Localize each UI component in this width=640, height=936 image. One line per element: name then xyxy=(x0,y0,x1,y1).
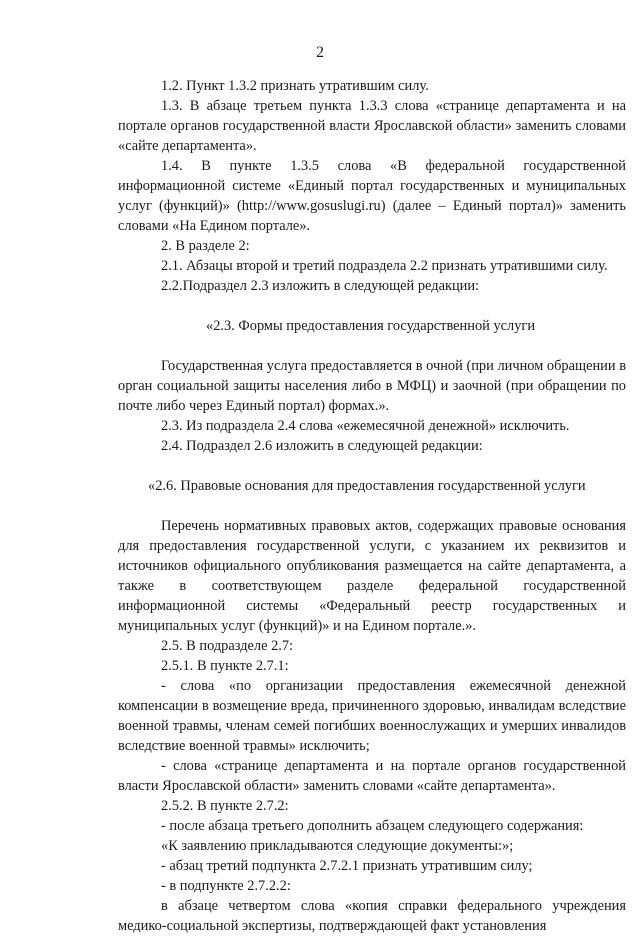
paragraph-legal-list: Перечень нормативных правовых актов, содержащих правовые основания для предоставления государственной услуги, с указанием их реквизитов и источников официального опубликования размещается на сайте департамента, а также в соответствующем разделе федеральной государственной информационной системы «Федеральный реестр государственных и муниципальных услуг (функций)» и на Едином портале.». xyxy=(118,518,626,634)
paragraph-2-5-1: 2.5.1. В пункте 2.7.1: xyxy=(161,658,289,674)
paragraph-2-2: 2.2.Подраздел 2.3 изложить в следующей редакции: xyxy=(161,278,480,294)
paragraph-2-3: 2.3. Из подраздела 2.4 слова «ежемесячной денежной» исключить. xyxy=(161,418,570,434)
paragraph-fourth-abzac: в абзаце четвертом слова «копия справки федерального учреждения медико-социальной экспертизы, подтверждающей факт установления xyxy=(118,898,626,934)
paragraph-words-2: - слова «странице департамента и на портале органов государственной власти Ярославской области» заменить словами «сайте департамента». xyxy=(118,758,626,794)
spacer xyxy=(118,296,626,316)
paragraph-1-4: 1.4. В пункте 1.3.5 слова «В федеральной государственной информационной системе «Единый портал государственных и муниципальных услуг (функций)» (http://www.gosuslugi.ru) (далее – Единый портал)» заменить словами «На Едином портале». xyxy=(118,158,626,234)
paragraph-1-3: 1.3. В абзаце третьем пункта 1.3.3 слова «странице департамента и на портале органов государственной власти Ярославской области» заменить словами «сайте департамента». xyxy=(118,98,626,154)
paragraph-2-5-2: 2.5.2. В пункте 2.7.2: xyxy=(161,798,289,814)
section-heading-2-3: «2.3. Формы предоставления государственной услуги xyxy=(206,318,536,334)
section-heading-2-6: «2.6. Правовые основания для предоставления государственной услуги xyxy=(148,478,586,494)
paragraph-quote-documents: «К заявлению прикладываются следующие документы:»; xyxy=(161,838,514,854)
spacer xyxy=(118,456,626,476)
paragraph-add-abzac: - после абзаца третьего дополнить абзацем следующего содержания: xyxy=(161,818,584,834)
paragraph-subpoint: - в подпункте 2.7.2.2: xyxy=(161,878,291,894)
paragraph-2-1: 2.1. Абзацы второй и третий подраздела 2.2 признать утратившими силу. xyxy=(161,258,608,274)
spacer xyxy=(118,336,626,356)
page-number: 2 xyxy=(316,44,324,61)
spacer xyxy=(118,496,626,516)
paragraph-service-forms: Государственная услуга предоставляется в очной (при личном обращении в орган социальной защиты населения либо в МФЦ) и заочной (при обращении по почте либо через Единый портал) формах.». xyxy=(118,358,626,414)
paragraph-1-2: 1.2. Пункт 1.3.2 признать утратившим силу. xyxy=(161,78,429,94)
document-body xyxy=(118,76,626,936)
paragraph-abzac-third: - абзац третий подпункта 2.7.2.1 признать утратившим силу; xyxy=(161,858,533,874)
paragraph-2-5: 2.5. В подразделе 2.7: xyxy=(161,638,294,654)
paragraph-2-4: 2.4. Подраздел 2.6 изложить в следующей редакции: xyxy=(161,438,483,454)
paragraph-words-1: - слова «по организации предоставления ежемесячной денежной компенсации в возмещение вреда, причиненного здоровью, инвалидам вследствие военной травмы, членам семей погибших военнослужащих и умерших инвалидов вследствие военной травмы» исключить; xyxy=(118,678,626,754)
paragraph-2: 2. В разделе 2: xyxy=(161,238,250,254)
